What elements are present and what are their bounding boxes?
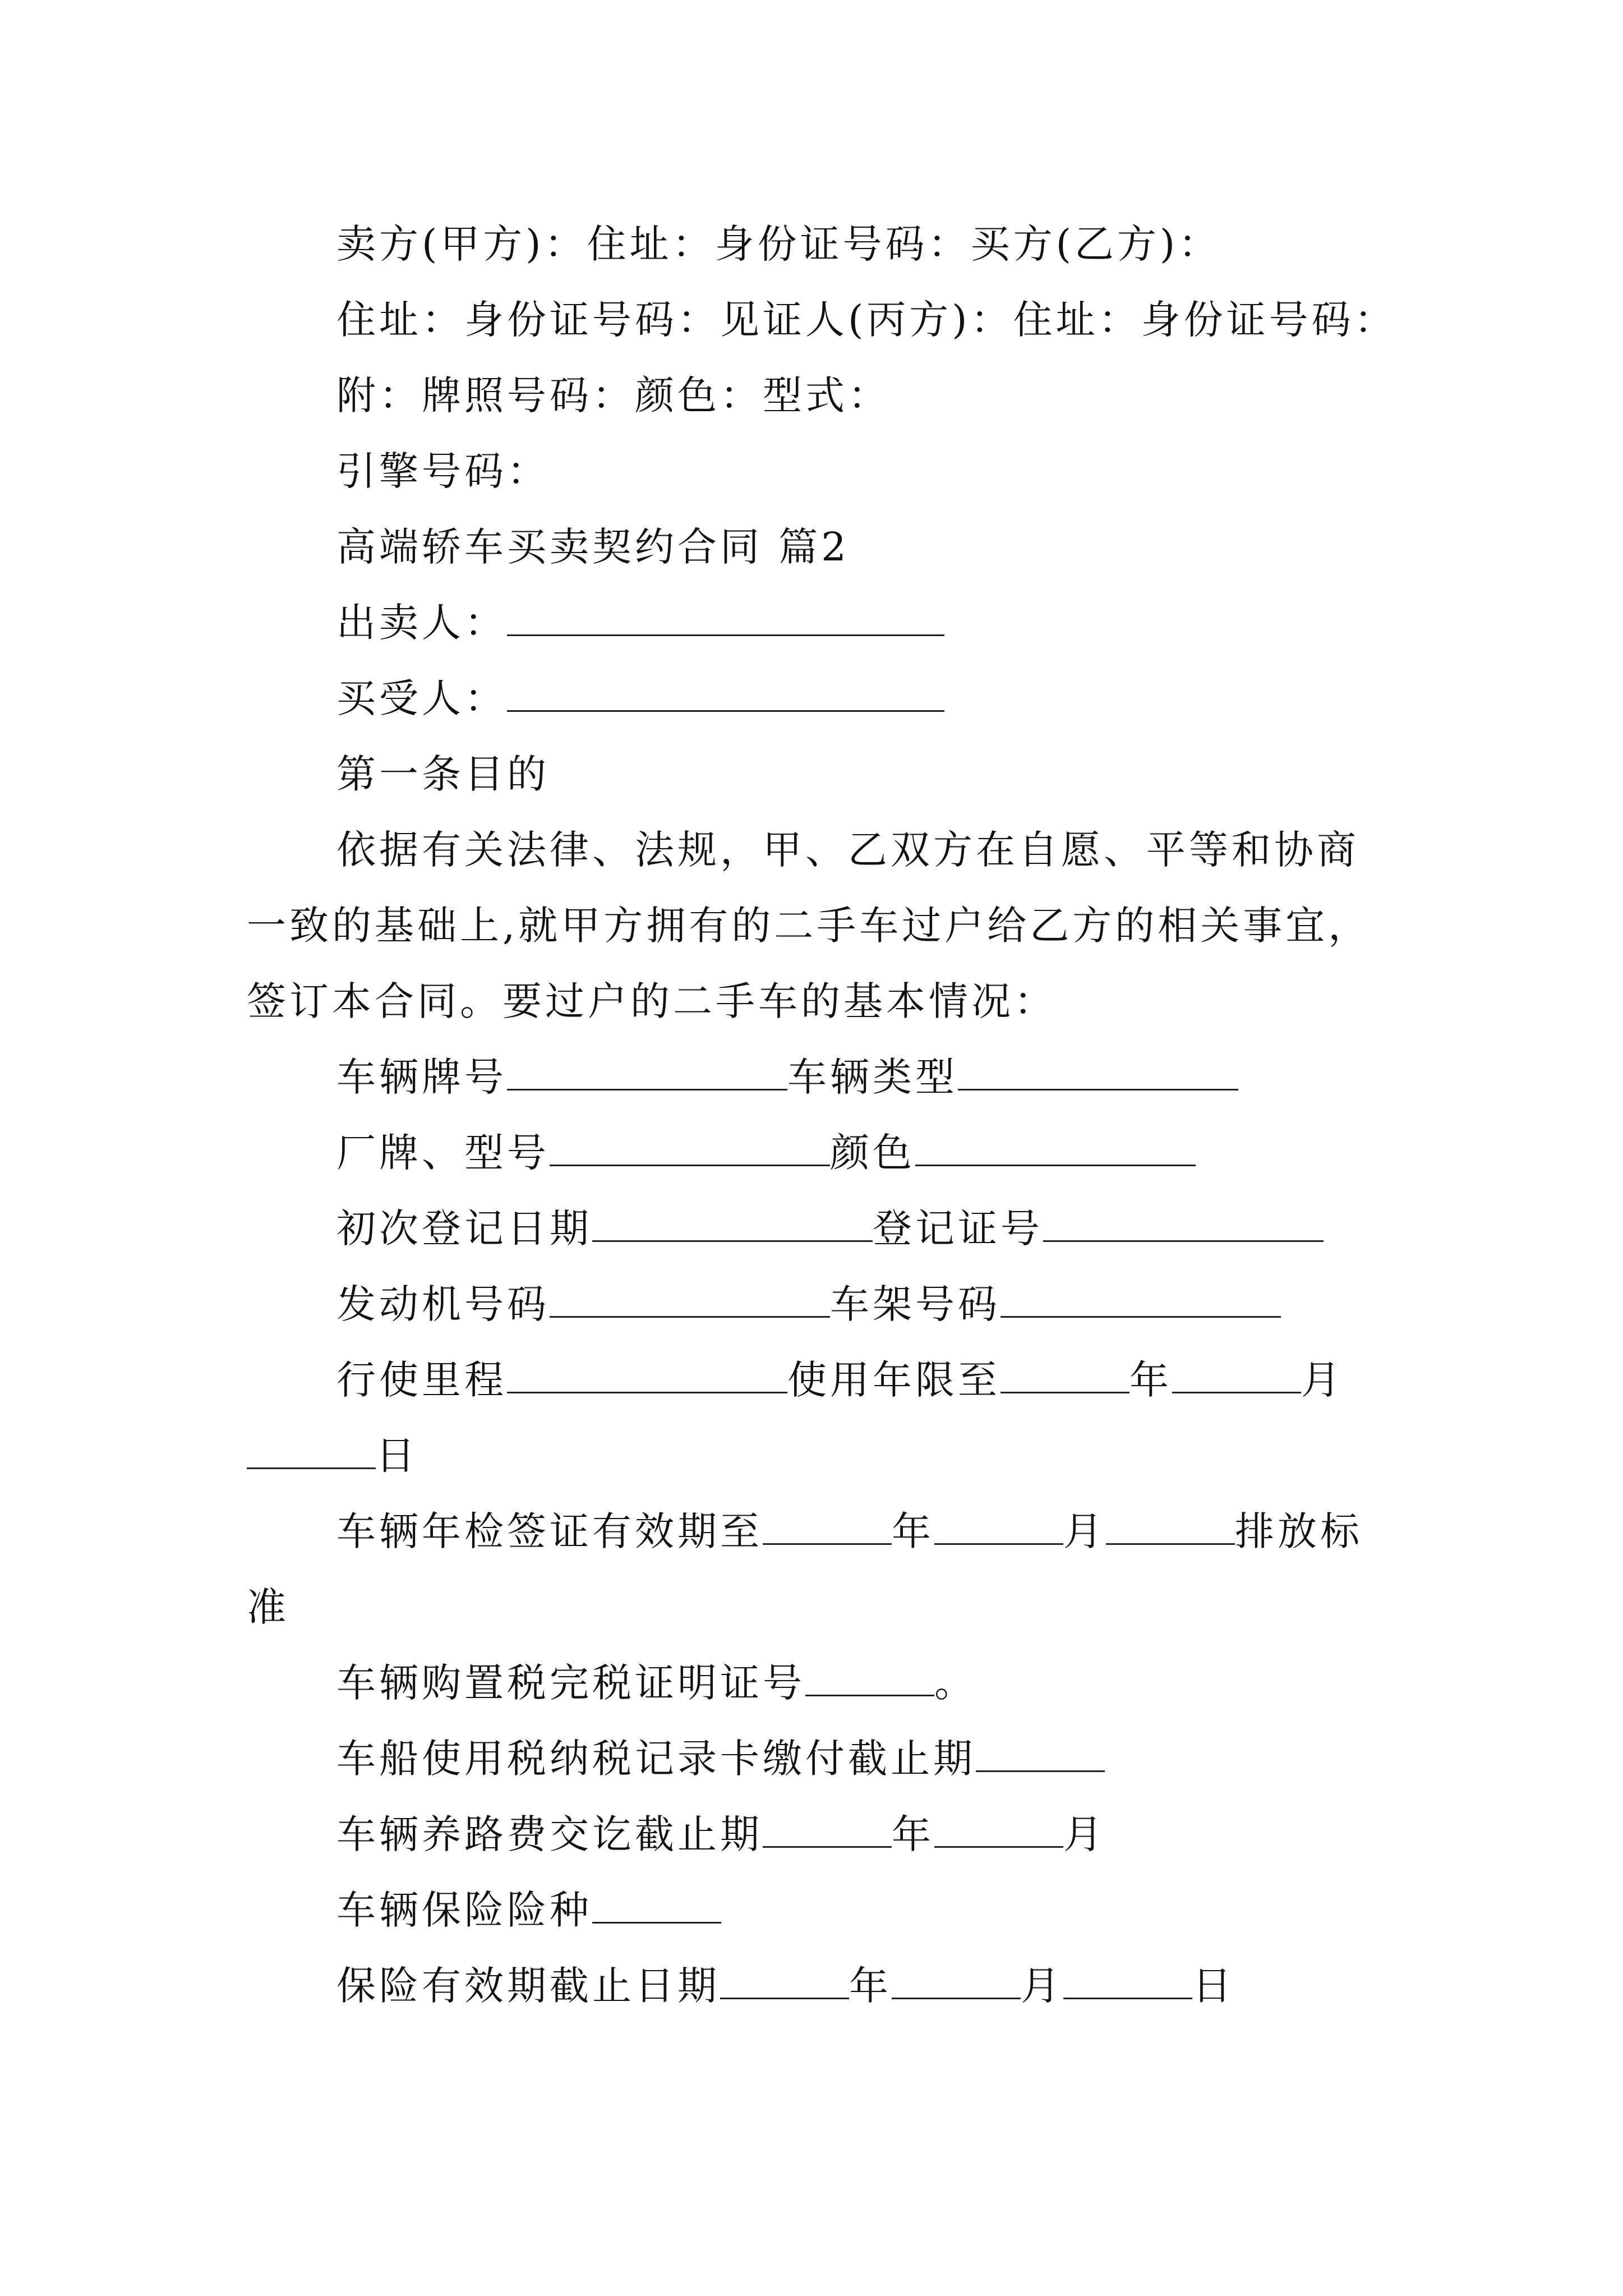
insurance-day-blank[interactable] (1063, 1963, 1192, 1999)
type-blank[interactable] (958, 1054, 1238, 1091)
inspection-day-blank[interactable] (1106, 1508, 1235, 1545)
vessel-tax-blank[interactable] (976, 1736, 1105, 1772)
insurance-type-label: 车辆保险险种 (336, 1887, 592, 1933)
mileage-blank[interactable] (507, 1357, 787, 1393)
plate-label: 车辆牌号 (336, 1054, 507, 1100)
insurance-type-blank[interactable] (592, 1887, 721, 1924)
article1-title: 第一条目的 (336, 751, 550, 797)
month-label: 月 (1301, 1357, 1344, 1403)
inspection-year-blank[interactable] (763, 1508, 892, 1545)
emission-label: 排放标 (1235, 1508, 1363, 1554)
mileage-label: 行使里程 (336, 1357, 507, 1403)
vessel-tax-line (336, 1731, 1105, 1787)
use-year-blank[interactable] (1000, 1357, 1129, 1393)
use-day-blank[interactable] (247, 1433, 376, 1469)
seller-label: 出卖人： (336, 600, 507, 646)
color-label: 颜色 (830, 1130, 915, 1176)
attachment-line: 附：牌照号码：颜色：型式： (336, 372, 891, 418)
inspection-label: 车辆年检签证有效期至 (336, 1508, 763, 1554)
parties-line-2: 住址：身份证号码：见证人(丙方)：住址：身份证号码： (336, 297, 1397, 343)
color-blank[interactable] (915, 1130, 1196, 1166)
first-reg-label: 初次登记日期 (336, 1205, 592, 1251)
type-label: 车辆类型 (787, 1054, 958, 1100)
article1-text-1: 依据有关法律、法规，甲、乙双方在自愿、平等和协商 (336, 827, 1359, 873)
purchase-tax-label: 车辆购置税完税证明证号 (336, 1660, 805, 1706)
registration-line (336, 1200, 1324, 1257)
vessel-tax-label: 车船使用税纳税记录卡缴付截止期 (336, 1736, 976, 1782)
purchase-tax-blank[interactable] (805, 1660, 934, 1696)
inspection-year-label: 年 (892, 1508, 934, 1554)
insurance-month-blank[interactable] (892, 1963, 1021, 1999)
road-fee-label: 车辆养路费交讫截止期 (336, 1811, 763, 1857)
plate-blank[interactable] (507, 1054, 787, 1091)
inspection-month-blank[interactable] (934, 1508, 1063, 1545)
brand-blank[interactable] (550, 1130, 830, 1166)
insurance-valid-label: 保险有效期截止日期 (336, 1963, 720, 2009)
seller-line (336, 595, 944, 651)
engine-number-line: 引擎号码： (336, 448, 550, 494)
seller-blank[interactable] (507, 600, 944, 636)
road-fee-line (336, 1806, 1106, 1862)
insurance-day-label: 日 (1192, 1963, 1235, 2009)
buyer-label: 买受人： (336, 675, 507, 721)
road-fee-year-blank[interactable] (763, 1811, 892, 1848)
day-label: 日 (376, 1433, 418, 1479)
insurance-type-line (336, 1882, 721, 1938)
article1-text-3: 签订本合同。要过户的二手车的基本情况： (247, 978, 1057, 1024)
purchase-tax-line (336, 1655, 977, 1711)
frame-label: 车架号码 (830, 1281, 1000, 1327)
first-reg-blank[interactable] (592, 1205, 873, 1242)
road-fee-month-blank[interactable] (934, 1811, 1063, 1848)
insurance-month-label: 月 (1021, 1963, 1063, 2009)
buyer-line (336, 670, 944, 726)
buyer-blank[interactable] (507, 675, 944, 712)
reg-no-blank[interactable] (1043, 1205, 1324, 1242)
article1-text-2: 一致的基础上,就甲方拥有的二手车过户给乙方的相关事宜， (247, 903, 1371, 949)
engine-label: 发动机号码 (336, 1281, 550, 1327)
inspection-line (336, 1503, 1363, 1559)
insurance-year-label: 年 (849, 1963, 892, 2009)
brand-label: 厂牌、型号 (336, 1130, 550, 1176)
period-mark: 。 (934, 1660, 977, 1706)
road-fee-month-label: 月 (1063, 1811, 1106, 1857)
emission-cont-line: 准 (247, 1584, 289, 1630)
reg-no-label: 登记证号 (873, 1205, 1043, 1251)
parties-line-1: 卖方(甲方)：住址：身份证号码：买方(乙方)： (336, 221, 1221, 267)
insurance-year-blank[interactable] (720, 1963, 849, 1999)
use-until-label: 使用年限至 (787, 1357, 1000, 1403)
use-month-blank[interactable] (1172, 1357, 1301, 1393)
engine-blank[interactable] (550, 1281, 830, 1318)
road-fee-year-label: 年 (892, 1811, 934, 1857)
engine-frame-line (336, 1276, 1281, 1332)
mileage-day-line (247, 1428, 418, 1484)
insurance-valid-line (336, 1958, 1235, 2014)
section-title: 高端轿车买卖契约合同 篇2 (336, 524, 850, 570)
mileage-line (336, 1352, 1344, 1408)
frame-blank[interactable] (1000, 1281, 1281, 1318)
year-label: 年 (1129, 1357, 1172, 1403)
plate-type-line (336, 1049, 1238, 1105)
inspection-month-label: 月 (1063, 1508, 1106, 1554)
brand-color-line (336, 1125, 1196, 1181)
